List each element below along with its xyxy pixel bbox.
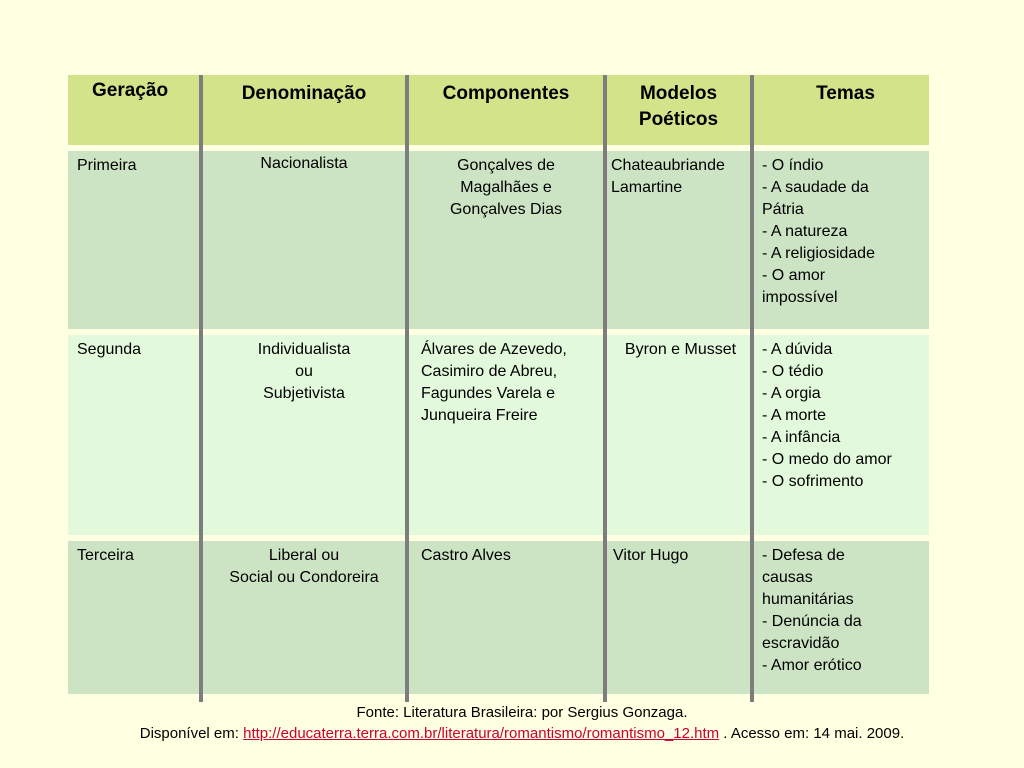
cell-geracao: Segunda — [77, 341, 142, 358]
header-modelos-poeticos-text: Modelos Poéticos — [638, 83, 719, 130]
cell-line: - Amor erótico — [762, 657, 862, 674]
source-citation: Fonte: Literatura Brasileira: por Sergius Gonzaga. — [356, 704, 688, 721]
column-separator — [603, 75, 607, 702]
cell-line: - O sofrimento — [762, 473, 864, 490]
cell-line: Liberal ou — [268, 547, 340, 564]
cell-line: Casimiro de Abreu, — [421, 363, 558, 380]
cell-componentes — [407, 151, 605, 329]
access-date: . Acesso em: 14 mai. 2009. — [719, 725, 905, 742]
cell-line: Chateaubriande — [611, 157, 725, 174]
cell-temas — [752, 151, 929, 329]
header-denominacao: Denominação — [241, 83, 367, 104]
cell-line: - A saudade da — [762, 179, 869, 196]
column-separator — [750, 75, 754, 702]
cell-line: - Denúncia da — [762, 613, 862, 630]
cell-modelos-poeticos — [605, 541, 752, 694]
cell-line: Lamartine — [611, 179, 683, 196]
cell-line: - O amor — [762, 267, 826, 284]
cell-componentes — [407, 541, 605, 694]
table-row-segunda — [68, 335, 929, 535]
cell-line: - Defesa de — [762, 547, 845, 564]
cell-line: Byron e Musset — [624, 341, 737, 358]
column-separator — [405, 75, 409, 702]
cell-denominacao — [201, 151, 407, 329]
table-row-terceira — [68, 541, 929, 694]
availability-prefix: Disponível em: — [139, 725, 244, 742]
header-componentes: Componentes — [442, 83, 570, 104]
cell-denominacao — [201, 335, 407, 535]
cell-line: Castro Alves — [421, 547, 511, 564]
cell-line: - O medo do amor — [762, 451, 892, 468]
cell-line: - A orgia — [762, 385, 821, 402]
table-header-row — [68, 75, 929, 145]
cell-modelos-poeticos — [605, 335, 752, 535]
cell-temas — [752, 335, 929, 535]
cell-line: - O tédio — [762, 363, 824, 380]
table-row-primeira — [68, 151, 929, 329]
cell-line: Nacionalista — [260, 155, 348, 172]
source-link[interactable]: http://educaterra.terra.com.br/literatura/romantismo/romantismo_12.htm — [243, 725, 720, 742]
cell-line: humanitárias — [762, 591, 854, 608]
cell-line: Gonçalves Dias — [449, 201, 563, 218]
cell-modelos-poeticos — [605, 151, 752, 329]
cell-line: causas — [762, 569, 813, 586]
cell-line: Junqueira Freire — [421, 407, 538, 424]
cell-line: - A religiosidade — [762, 245, 875, 262]
cell-denominacao — [201, 541, 407, 694]
cell-line: escravidão — [762, 635, 840, 652]
cell-line: - A natureza — [762, 223, 848, 240]
header-modelos-poeticos — [605, 75, 752, 145]
column-separator — [199, 75, 203, 702]
header-geracao: Geração — [92, 80, 169, 101]
cell-geracao: Terceira — [77, 547, 134, 564]
header-temas: Temas — [816, 83, 875, 104]
cell-line: Fagundes Varela e — [421, 385, 556, 402]
cell-line: ou — [295, 363, 313, 380]
cell-temas — [752, 541, 929, 694]
cell-line: Pátria — [762, 201, 804, 218]
cell-line: Gonçalves de — [457, 157, 555, 174]
cell-line: Individualista — [257, 341, 351, 358]
cell-line: Subjetivista — [263, 385, 345, 402]
cell-geracao: Primeira — [77, 157, 137, 174]
cell-line: - O índio — [762, 157, 824, 174]
romanticism-generations-table — [68, 75, 929, 694]
cell-line: Álvares de Azevedo, — [421, 341, 567, 358]
cell-line: - A infância — [762, 429, 841, 446]
cell-line: Social ou Condoreira — [229, 569, 379, 586]
cell-line: impossível — [762, 289, 838, 306]
cell-line: Magalhães e — [460, 179, 552, 196]
cell-componentes — [407, 335, 605, 535]
availability-line — [10, 724, 1024, 744]
cell-line: - A morte — [762, 407, 827, 424]
cell-line: - A dúvida — [762, 341, 833, 358]
cell-line: Vitor Hugo — [613, 547, 689, 564]
